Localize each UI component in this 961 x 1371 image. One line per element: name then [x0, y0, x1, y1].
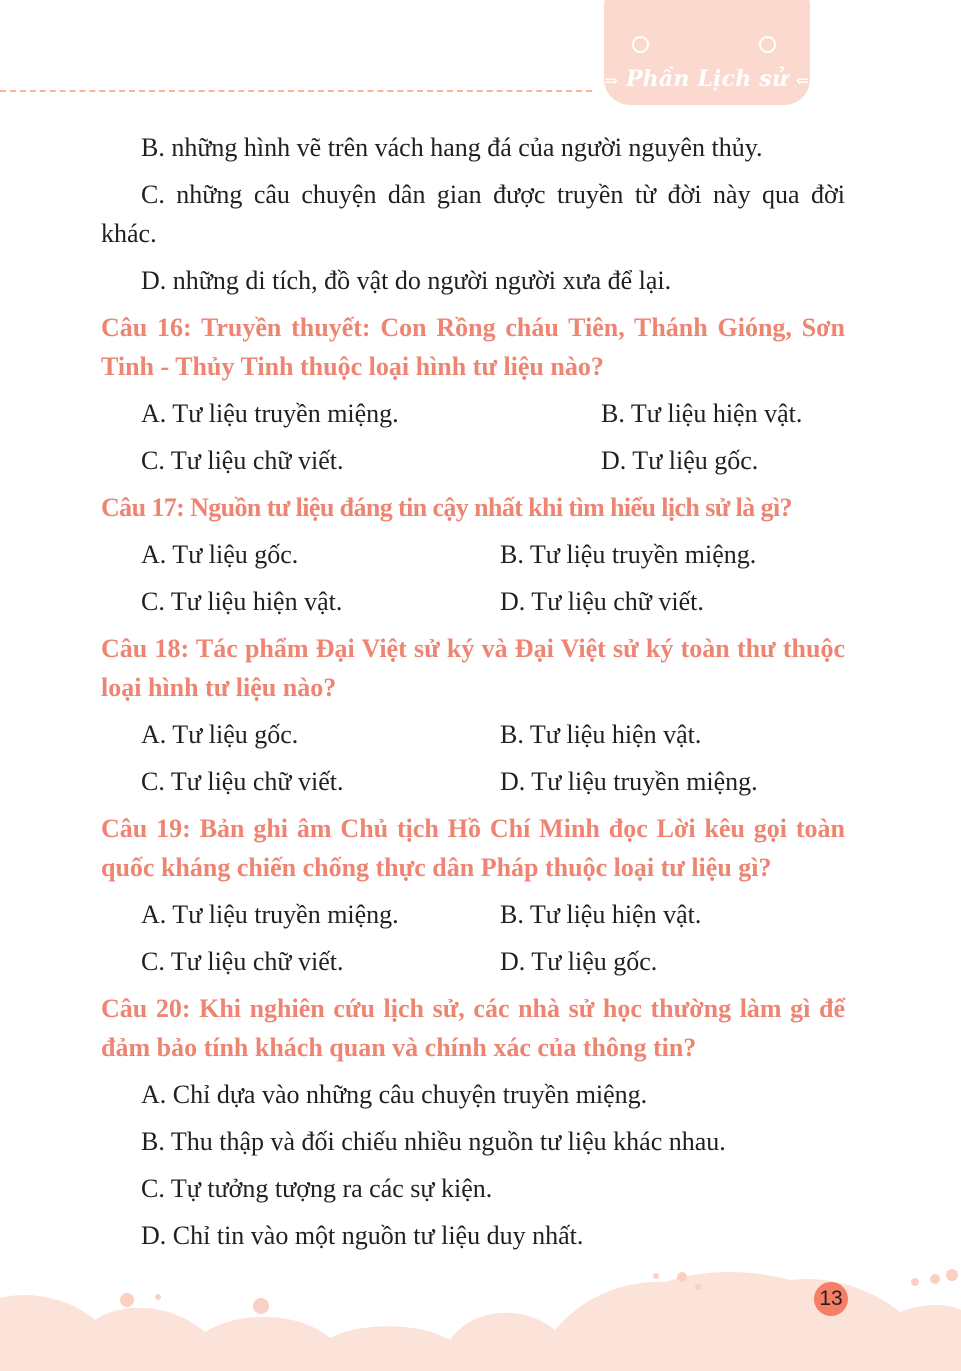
question-16: Câu 16: Truyền thuyết: Con Rồng cháu Tiên, Thánh Gióng, Sơn Tinh - Thủy Tinh thuộc loại hình tư liệu nào?	[101, 313, 845, 381]
q20-option-b: B. Thu thập và đối chiếu nhiều nguồn tư liệu khác nhau.	[141, 1127, 726, 1156]
q17-option-c: C. Tư liệu hiện vật.	[141, 587, 343, 616]
prev-option-d: D. những di tích, đồ vật do người người xưa để lại.	[141, 266, 672, 295]
q18-options-row-1	[101, 715, 845, 754]
q20-option-a: A. Chỉ dựa vào những câu chuyện truyền miệng.	[141, 1080, 648, 1109]
header-dashed-line	[0, 90, 592, 92]
q19-option-c: C. Tư liệu chữ viết.	[141, 947, 344, 976]
prev-option-b: B. những hình vẽ trên vách hang đá của người nguyên thủy.	[141, 133, 763, 162]
question-18: Câu 18: Tác phẩm Đại Việt sử ký và Đại Việt sử ký toàn thư thuộc loại hình tư liệu nào?	[101, 634, 845, 702]
q19-option-a: A. Tư liệu truyền miệng.	[141, 900, 399, 929]
q19-options-row-2	[101, 942, 845, 981]
q17-option-d: D. Tư liệu chữ viết.	[500, 587, 704, 616]
section-tab-label	[604, 66, 810, 92]
q17-option-b: B. Tư liệu truyền miệng.	[500, 540, 757, 569]
tab-hole-left	[632, 36, 649, 53]
section-tab	[604, 0, 810, 105]
tab-deco-right-icon: ⇐	[795, 71, 810, 90]
q20-option-c: C. Tự tưởng tượng ra các sự kiện.	[141, 1174, 493, 1203]
tab-hole-right	[759, 36, 776, 53]
q18-options-row-2	[101, 762, 845, 801]
q16-option-b: B. Tư liệu hiện vật.	[601, 399, 803, 428]
q16-option-a: A. Tư liệu truyền miệng.	[141, 399, 399, 428]
q19-option-b: B. Tư liệu hiện vật.	[500, 900, 702, 929]
page-number-badge: 13	[814, 1282, 848, 1316]
q18-option-c: C. Tư liệu chữ viết.	[141, 767, 344, 796]
q17-option-a: A. Tư liệu gốc.	[141, 540, 299, 569]
page-content	[101, 128, 845, 1263]
q18-option-d: D. Tư liệu truyền miệng.	[500, 767, 758, 796]
q17-options-row-1	[101, 535, 845, 574]
q19-options-row-1	[101, 895, 845, 934]
q16-option-c: C. Tư liệu chữ viết.	[141, 446, 344, 475]
q16-options-row-1	[101, 394, 845, 433]
q16-option-d: D. Tư liệu gốc.	[601, 446, 759, 475]
q18-option-b: B. Tư liệu hiện vật.	[500, 720, 702, 749]
question-17: Câu 17: Nguồn tư liệu đáng tin cậy nhất khi tìm hiểu lịch sử là gì?	[101, 493, 792, 522]
q16-options-row-2	[101, 441, 845, 480]
tab-deco-left-icon: ⇒	[604, 71, 619, 90]
q19-option-d: D. Tư liệu gốc.	[500, 947, 658, 976]
prev-option-c: C. những câu chuyện dân gian được truyền từ đời này qua đời khác.	[101, 180, 845, 248]
q18-option-a: A. Tư liệu gốc.	[141, 720, 299, 749]
q20-option-d: D. Chỉ tin vào một nguồn tư liệu duy nhất.	[141, 1221, 584, 1250]
section-title: Phần Lịch sử	[625, 66, 789, 92]
question-19: Câu 19: Bản ghi âm Chủ tịch Hồ Chí Minh đọc Lời kêu gọi toàn quốc kháng chiến chống thực dân Pháp thuộc loại tư liệu gì?	[101, 814, 845, 882]
question-20: Câu 20: Khi nghiên cứu lịch sử, các nhà sử học thường làm gì để đảm bảo tính khách quan và chính xác của thông tin?	[101, 994, 845, 1062]
q17-options-row-2	[101, 582, 845, 621]
